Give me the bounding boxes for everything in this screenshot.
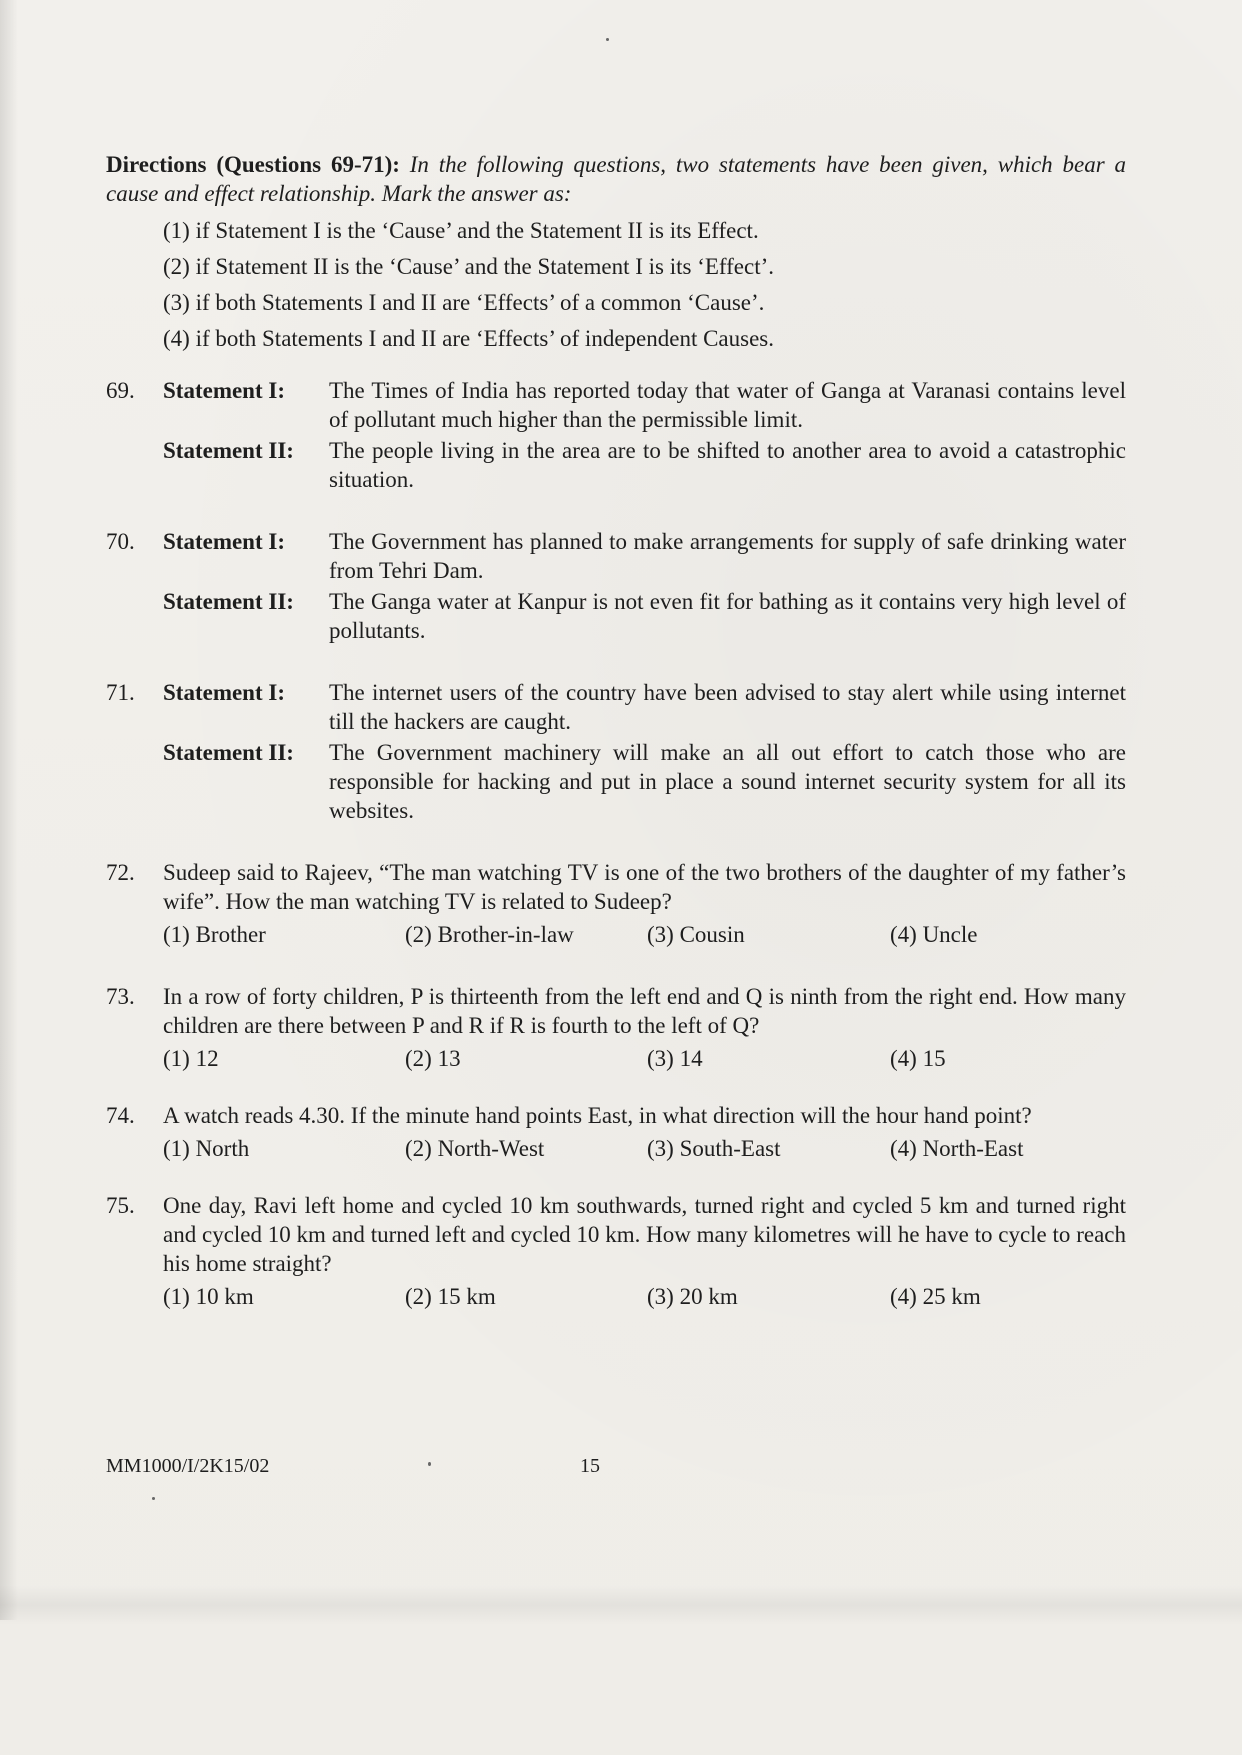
question-text: In a row of forty children, P is thirteenth from the left end and Q is ninth from the right end. How many children are there between P and R if R is fourth to the left of Q? (163, 984, 1126, 1038)
answer-choice: (4) Uncle (890, 922, 978, 947)
scan-speck (428, 1462, 431, 1466)
answer-choice: (2) Brother-in-law (405, 922, 574, 947)
question-number: 70. (106, 529, 135, 554)
answer-choice: (1) 12 (163, 1046, 219, 1071)
question-text: A watch reads 4.30. If the minute hand points East, in what direction will the hour hand point? (163, 1103, 1032, 1128)
answer-choice: (2) 15 km (405, 1284, 496, 1309)
question-72 (106, 858, 1126, 949)
directions-options (163, 213, 1126, 357)
answer-choice: (3) 14 (647, 1046, 703, 1071)
directions-block (106, 150, 1126, 208)
question-text: Sudeep said to Rajeev, “The man watching TV is one of the two brothers of the daughter of my father’s wife”. How the man watching TV is related to Sudeep? (163, 860, 1126, 914)
statement-2-text: The Ganga water at Kanpur is not even fit for bathing as it contains very high level of pollutants. (329, 589, 1126, 643)
statement-2-row (163, 738, 1126, 825)
statement-2-text: The Government machinery will make an all out effort to catch those who are responsible for hacking and put in place a sound internet security system for all its websites. (329, 740, 1126, 823)
scan-edge-shadow (0, 0, 18, 1620)
directions-text: In the following questions, two statements have been given, which bear a cause and effect relationship. Mark the answer as: (106, 152, 1126, 206)
answer-choices (163, 920, 1126, 949)
statement-2-label: Statement II: (163, 438, 294, 463)
statement-2-label: Statement II: (163, 589, 294, 614)
question-body (163, 376, 1126, 494)
answer-choice: (3) South-East (647, 1136, 781, 1161)
statement-1-text: The Times of India has reported today that water of Ganga at Varanasi contains level of pollutant much higher than the permissible limit. (329, 378, 1126, 432)
answer-choice: (1) 10 km (163, 1284, 254, 1309)
statement-2-row (163, 587, 1126, 645)
question-73 (106, 982, 1126, 1073)
question-body (163, 678, 1126, 825)
question-number: 74. (106, 1103, 135, 1128)
statement-2-text: The people living in the area are to be shifted to another area to avoid a catastrophic situation. (329, 438, 1126, 492)
answer-choice: (2) North-West (405, 1136, 545, 1161)
answer-choice: (1) North (163, 1136, 250, 1161)
statement-1-text: The Government has planned to make arrangements for supply of safe drinking water from Tehri Dam. (329, 529, 1126, 583)
question-body (163, 1191, 1126, 1311)
scan-speck (606, 38, 609, 41)
directions-option: (4) if both Statements I and II are ‘Effects’ of independent Causes. (163, 326, 774, 351)
scan-speck (152, 1497, 155, 1500)
question-body (163, 1101, 1126, 1163)
directions-option: (2) if Statement II is the ‘Cause’ and the Statement I is its ‘Effect’. (163, 254, 775, 279)
page-number: 15 (580, 1455, 600, 1477)
statement-1-label: Statement I: (163, 378, 285, 403)
answer-choice: (4) 15 (890, 1046, 946, 1071)
answer-choice: (3) 20 km (647, 1284, 738, 1309)
paper-code: MM1000/I/2K15/02 (106, 1455, 270, 1477)
answer-choice: (2) 13 (405, 1046, 461, 1071)
answer-choices (163, 1282, 1126, 1311)
answer-choice: (4) 25 km (890, 1284, 981, 1309)
answer-choices (163, 1134, 1126, 1163)
statement-2-label: Statement II: (163, 740, 294, 765)
question-text: One day, Ravi left home and cycled 10 km southwards, turned right and cycled 5 km and turned right and cycled 10 km and turned left and cycled 10 km. How many kilometres will he have to cycle to reach his home straight? (163, 1193, 1126, 1276)
statement-1-text: The internet users of the country have been advised to stay alert while using internet till the hackers are caught. (329, 680, 1126, 734)
answer-choices (163, 1044, 1126, 1073)
answer-choice: (4) North-East (890, 1136, 1024, 1161)
directions-option: (3) if both Statements I and II are ‘Effects’ of a common ‘Cause’. (163, 290, 765, 315)
question-69 (106, 376, 1126, 494)
question-body (163, 858, 1126, 949)
question-number: 73. (106, 984, 135, 1009)
question-70 (106, 527, 1126, 645)
directions-option: (1) if Statement I is the ‘Cause’ and the Statement II is its Effect. (163, 218, 759, 243)
question-body (163, 982, 1126, 1073)
statement-2-row (163, 436, 1126, 494)
question-content (106, 150, 1126, 1311)
question-body (163, 527, 1126, 645)
statement-1-label: Statement I: (163, 680, 285, 705)
answer-choice: (3) Cousin (647, 922, 745, 947)
statement-1-label: Statement I: (163, 529, 285, 554)
question-74 (106, 1101, 1126, 1163)
question-number: 72. (106, 860, 135, 885)
answer-choice: (1) Brother (163, 922, 266, 947)
question-number: 71. (106, 680, 135, 705)
question-number: 75. (106, 1193, 135, 1218)
statement-1-row (163, 376, 1126, 434)
question-75 (106, 1191, 1126, 1311)
question-number: 69. (106, 378, 135, 403)
scan-bottom-shadow (0, 1585, 1242, 1625)
directions-label: Directions (Questions 69-71): (106, 152, 400, 177)
question-71 (106, 678, 1126, 825)
statement-1-row (163, 527, 1126, 585)
statement-1-row (163, 678, 1126, 736)
